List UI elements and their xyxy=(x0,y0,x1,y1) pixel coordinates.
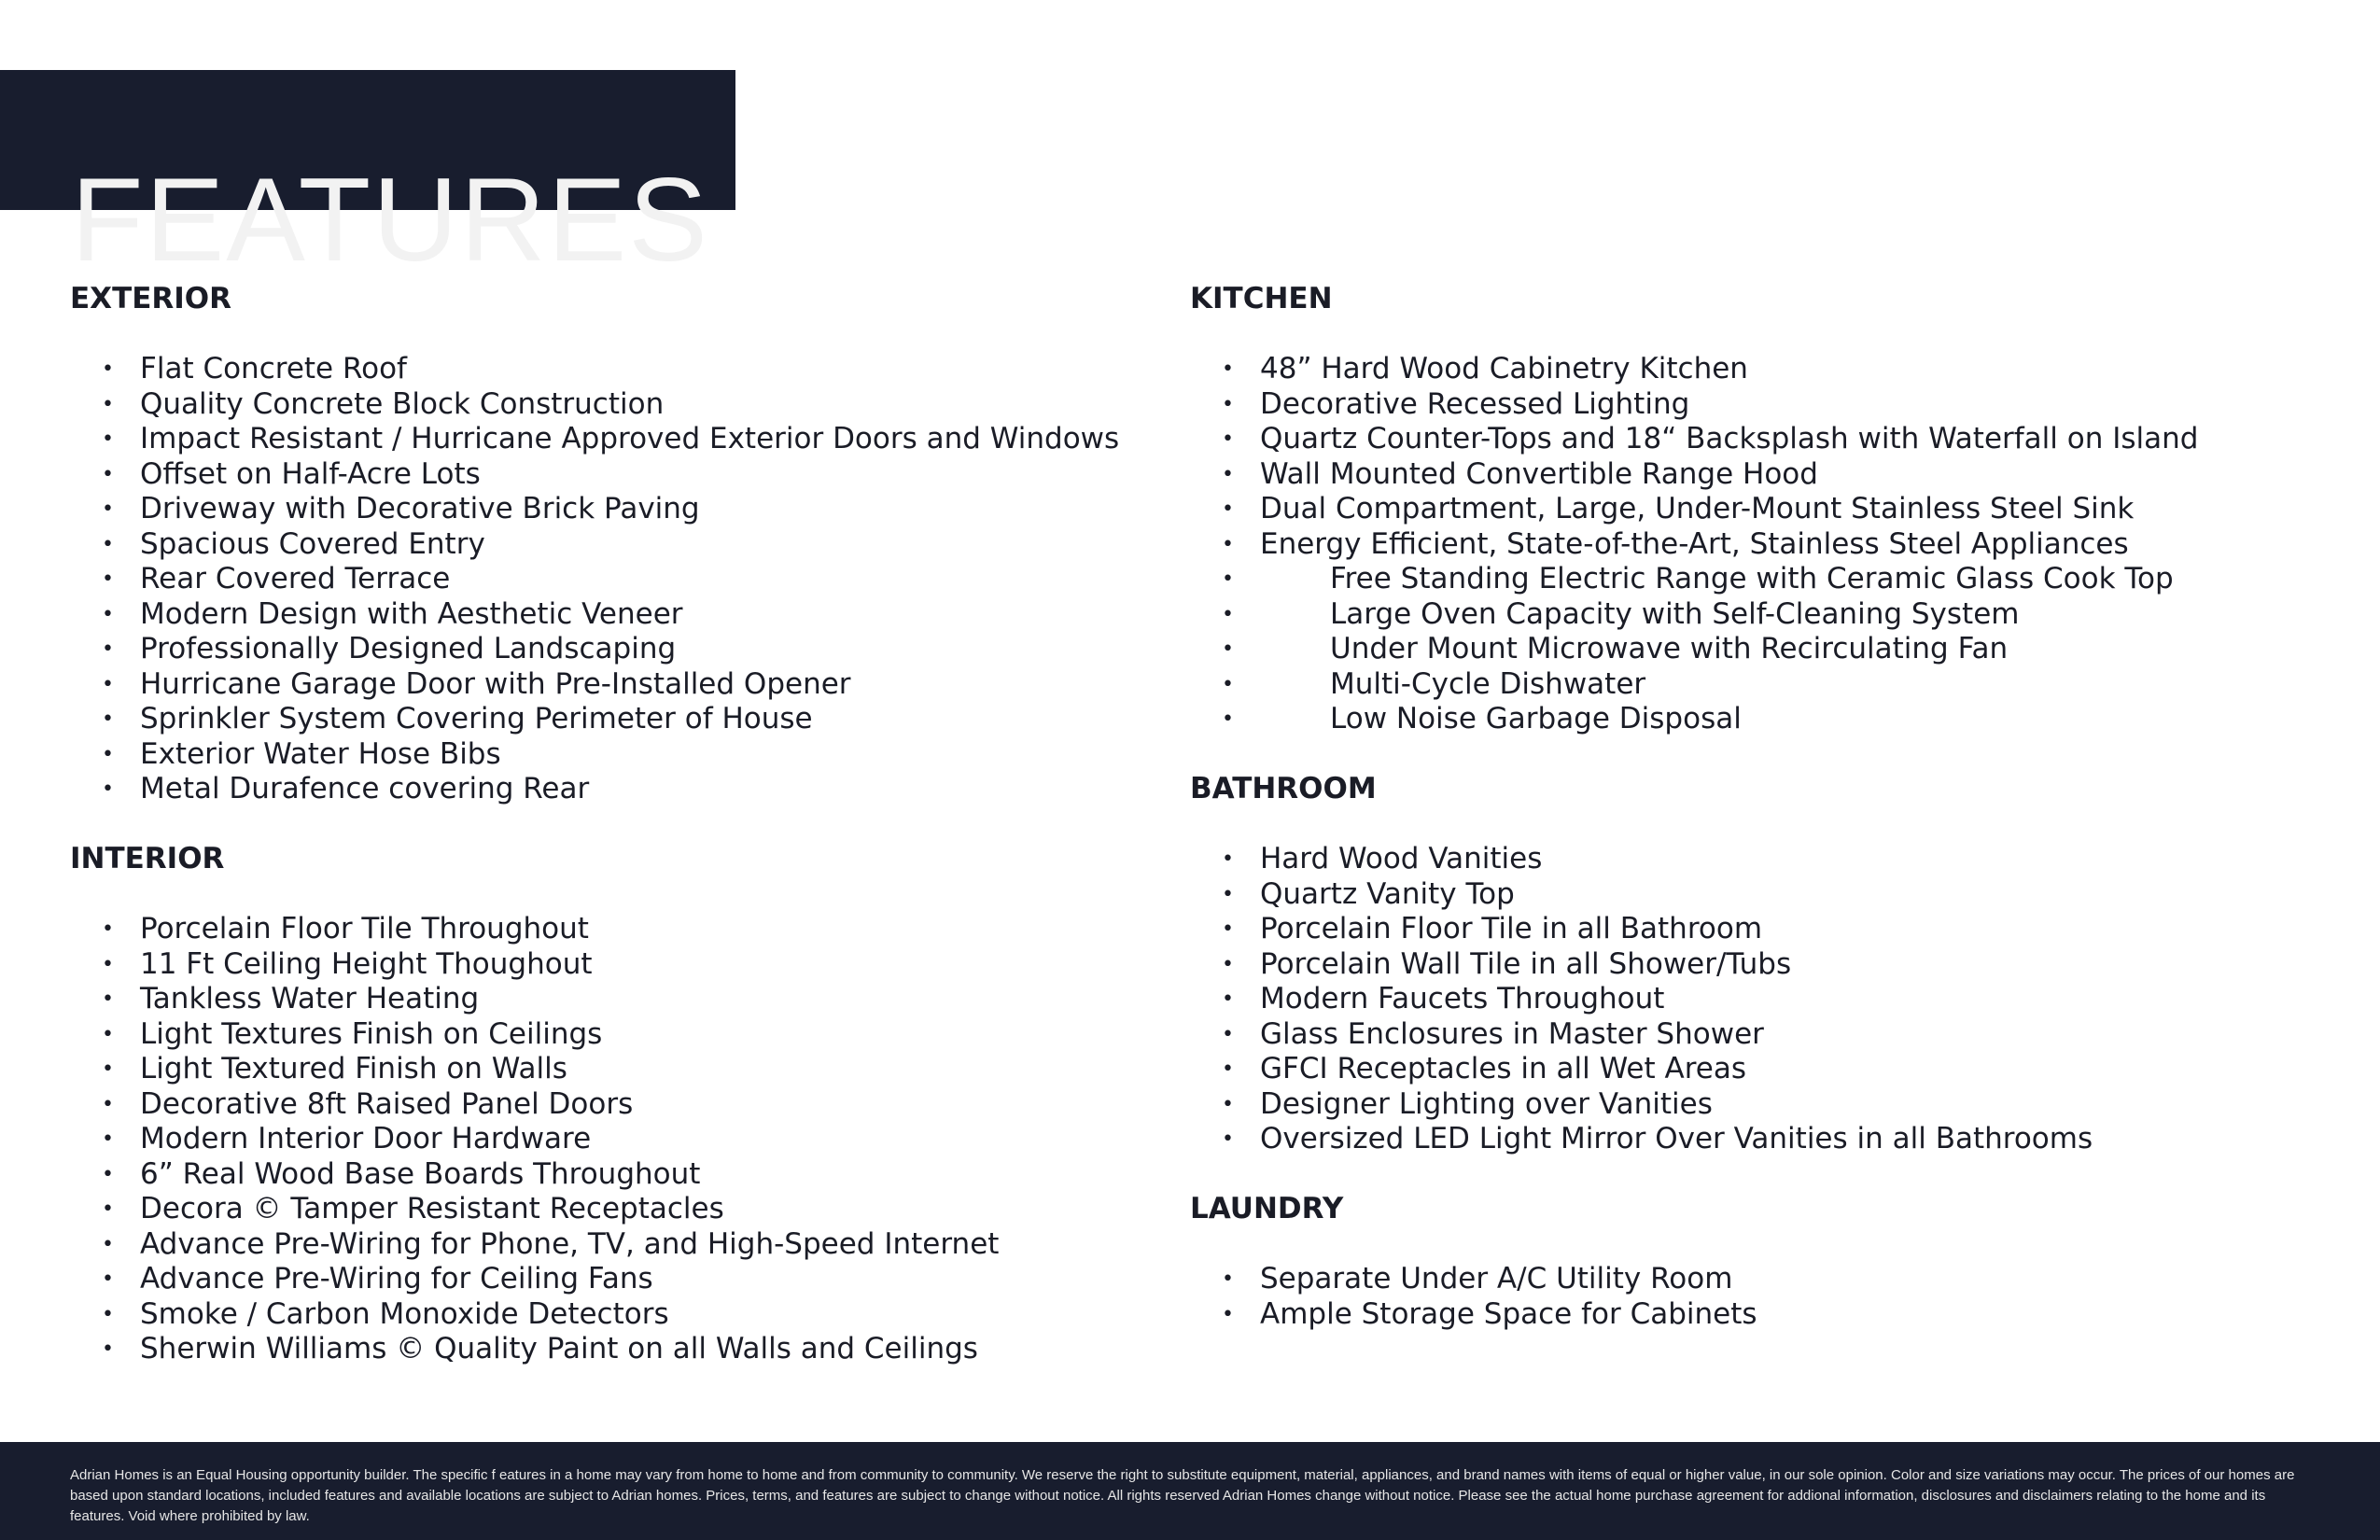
feature-text: Decorative 8ft Raised Panel Doors xyxy=(140,1086,634,1121)
feature-text: Impact Resistant / Hurricane Approved Exterior Doors and Windows xyxy=(140,422,1120,455)
disclaimer-text: Adrian Homes is an Equal Housing opportunity builder. The specific f eatures in a home may vary from home to home and from community to community. We reserve the right to substitute equipment, material, appliances, and brand names with items of equal or higher value, in our sole opinion. Color and size variations may occur. The prices of our homes are based upon standard locations, included features and available locations are subject to Adrian homes. Prices, terms, and features are subject to change without notice. All rights reserved Adrian Homes change without notice. Please see the actual home purchase agreement for addional information, disclosures and disclaimers relating to the home and its features. Void where prohibited by law. xyxy=(70,1467,2295,1524)
feature-text: 11 Ft Ceiling Height Thoughout xyxy=(140,946,593,981)
bullet-icon: • xyxy=(102,427,114,451)
bullet-icon: • xyxy=(1222,1057,1234,1081)
bullet-icon: • xyxy=(1222,567,1234,591)
feature-item xyxy=(70,1087,1143,1123)
feature-sub-item xyxy=(1190,562,2263,597)
feature-text: Porcelain Wall Tile in all Shower/Tubs xyxy=(1260,946,1792,981)
bullet-icon: • xyxy=(102,1127,114,1151)
feature-text: Decora © Tamper Resistant Receptacles xyxy=(140,1192,724,1225)
bullet-icon: • xyxy=(1222,427,1234,451)
feature-sub-item xyxy=(1190,632,2263,667)
feature-item xyxy=(1190,1052,2263,1087)
feature-item xyxy=(70,1017,1143,1053)
feature-text: Quality Concrete Block Construction xyxy=(140,386,665,421)
bullet-icon: • xyxy=(102,1022,114,1046)
bullet-icon: • xyxy=(1222,952,1234,976)
feature-item xyxy=(1190,912,2263,947)
left-column xyxy=(70,282,1143,1367)
bullet-icon: • xyxy=(102,532,114,556)
feature-item xyxy=(1190,1122,2263,1157)
bullet-icon: • xyxy=(102,497,114,521)
feature-item xyxy=(1190,877,2263,913)
bullet-icon: • xyxy=(102,1232,114,1256)
feature-text: Quartz Vanity Top xyxy=(1260,876,1515,911)
feature-sub-item xyxy=(1190,702,2263,737)
feature-item xyxy=(70,352,1143,387)
feature-item xyxy=(70,912,1143,947)
bullet-icon: • xyxy=(102,1197,114,1221)
feature-item xyxy=(70,772,1143,807)
bullet-icon: • xyxy=(1222,462,1234,486)
bullet-icon: • xyxy=(102,637,114,661)
feature-text: Sprinkler System Covering Perimeter of House xyxy=(140,702,813,735)
feature-item xyxy=(70,562,1143,597)
feature-text: Sherwin Williams © Quality Paint on all Walls and Ceilings xyxy=(140,1332,978,1365)
bullet-icon: • xyxy=(102,1057,114,1081)
feature-sub-item xyxy=(1190,597,2263,633)
feature-text: Professionally Designed Landscaping xyxy=(140,632,677,665)
feature-item xyxy=(1190,1087,2263,1123)
feature-item xyxy=(1190,387,2263,423)
feature-text: Smoke / Carbon Monoxide Detectors xyxy=(140,1296,669,1331)
feature-list xyxy=(70,352,1143,807)
feature-text: Ample Storage Space for Cabinets xyxy=(1260,1296,1757,1331)
bullet-icon: • xyxy=(1222,882,1234,906)
feature-text: Energy Efficient, State-of-the-Art, Stainless Steel Appliances xyxy=(1260,526,2129,561)
bullet-icon: • xyxy=(1222,497,1234,521)
feature-item xyxy=(70,737,1143,773)
feature-item xyxy=(1190,492,2263,527)
feature-item xyxy=(1190,1262,2263,1297)
bullet-icon: • xyxy=(1222,602,1234,626)
bullet-icon: • xyxy=(102,602,114,626)
feature-text: Low Noise Garbage Disposal xyxy=(1330,702,1742,735)
section-heading: EXTERIOR xyxy=(70,282,232,315)
title-band xyxy=(0,70,735,287)
feature-text: Flat Concrete Roof xyxy=(140,352,407,385)
bullet-icon: • xyxy=(1222,1302,1234,1326)
bullet-icon: • xyxy=(1222,637,1234,661)
bullet-icon: • xyxy=(102,567,114,591)
feature-text: Decorative Recessed Lighting xyxy=(1260,386,1690,421)
feature-item xyxy=(1190,422,2263,457)
feature-text: Under Mount Microwave with Recirculating Fan xyxy=(1330,632,2009,665)
feature-text: Oversized LED Light Mirror Over Vanities in all Bathrooms xyxy=(1260,1122,2093,1155)
feature-text: 6” Real Wood Base Boards Throughout xyxy=(140,1156,701,1191)
feature-item xyxy=(70,667,1143,703)
feature-text: Free Standing Electric Range with Ceramic Glass Cook Top xyxy=(1330,562,2174,595)
feature-text: Porcelain Floor Tile in all Bathroom xyxy=(1260,912,1763,945)
section-heading: INTERIOR xyxy=(70,842,225,875)
feature-text: Modern Design with Aesthetic Veneer xyxy=(140,596,683,631)
feature-item xyxy=(70,1052,1143,1087)
feature-item xyxy=(1190,457,2263,493)
feature-list xyxy=(1190,352,2263,737)
bullet-icon: • xyxy=(1222,1092,1234,1116)
feature-item xyxy=(70,1297,1143,1333)
bullet-icon: • xyxy=(102,1267,114,1291)
feature-item xyxy=(70,422,1143,457)
feature-text: Multi-Cycle Dishwater xyxy=(1330,666,1646,701)
feature-text: 48” Hard Wood Cabinetry Kitchen xyxy=(1260,352,1748,385)
feature-item xyxy=(70,947,1143,983)
feature-item xyxy=(1190,982,2263,1017)
feature-item xyxy=(70,527,1143,563)
feature-text: Tankless Water Heating xyxy=(140,982,480,1015)
feature-item xyxy=(1190,527,2263,563)
feature-text: Hard Wood Vanities xyxy=(1260,842,1543,875)
footer-band xyxy=(0,1442,2380,1540)
feature-item xyxy=(70,1227,1143,1263)
feature-item xyxy=(1190,842,2263,877)
feature-item xyxy=(70,1192,1143,1227)
feature-item xyxy=(70,702,1143,737)
feature-text: Modern Interior Door Hardware xyxy=(140,1122,592,1155)
bullet-icon: • xyxy=(1222,1022,1234,1046)
bullet-icon: • xyxy=(1222,357,1234,381)
feature-sub-item xyxy=(1190,667,2263,703)
feature-text: Large Oven Capacity with Self-Cleaning System xyxy=(1330,596,2020,631)
feature-item xyxy=(70,632,1143,667)
feature-text: Metal Durafence covering Rear xyxy=(140,772,590,805)
feature-text: Hurricane Garage Door with Pre-Installed Opener xyxy=(140,666,851,701)
bullet-icon: • xyxy=(1222,1127,1234,1151)
feature-item xyxy=(70,597,1143,633)
bullet-icon: • xyxy=(102,357,114,381)
bullet-icon: • xyxy=(102,672,114,696)
feature-item xyxy=(1190,947,2263,983)
feature-text: Advance Pre-Wiring for Ceiling Fans xyxy=(140,1262,653,1295)
feature-text: Exterior Water Hose Bibs xyxy=(140,736,501,771)
feature-list xyxy=(1190,1262,2263,1332)
feature-item xyxy=(70,1157,1143,1193)
feature-item xyxy=(70,457,1143,493)
feature-item xyxy=(1190,1017,2263,1053)
feature-text: Modern Faucets Throughout xyxy=(1260,982,1665,1015)
bullet-icon: • xyxy=(102,462,114,486)
bullet-icon: • xyxy=(102,742,114,766)
bullet-icon: • xyxy=(1222,1267,1234,1291)
bullet-icon: • xyxy=(1222,532,1234,556)
bullet-icon: • xyxy=(102,1337,114,1361)
bullet-icon: • xyxy=(102,1092,114,1116)
feature-list xyxy=(1190,842,2263,1157)
bullet-icon: • xyxy=(1222,707,1234,731)
section-heading: KITCHEN xyxy=(1190,282,1333,315)
feature-item xyxy=(1190,1297,2263,1333)
bullet-icon: • xyxy=(1222,392,1234,416)
bullet-icon: • xyxy=(1222,917,1234,941)
bullet-icon: • xyxy=(102,952,114,976)
feature-text: Rear Covered Terrace xyxy=(140,562,451,595)
section-interior xyxy=(70,842,1143,1367)
section-kitchen xyxy=(1190,282,2263,737)
right-column xyxy=(1190,282,2263,1332)
bullet-icon: • xyxy=(102,1162,114,1186)
section-exterior xyxy=(70,282,1143,807)
section-laundry xyxy=(1190,1192,2263,1332)
bullet-icon: • xyxy=(102,1302,114,1326)
feature-text: Advance Pre-Wiring for Phone, TV, and High-Speed Internet xyxy=(140,1226,1000,1261)
bullet-icon: • xyxy=(102,707,114,731)
feature-list xyxy=(70,912,1143,1367)
page-title: FEATURES xyxy=(71,153,709,287)
bullet-icon: • xyxy=(1222,987,1234,1011)
feature-text: Designer Lighting over Vanities xyxy=(1260,1086,1713,1121)
feature-item xyxy=(1190,352,2263,387)
feature-text: Wall Mounted Convertible Range Hood xyxy=(1260,456,1818,491)
feature-text: Dual Compartment, Large, Under-Mount Stainless Steel Sink xyxy=(1260,492,2135,525)
bullet-icon: • xyxy=(1222,672,1234,696)
feature-item xyxy=(70,1262,1143,1297)
bullet-icon: • xyxy=(102,917,114,941)
bullet-icon: • xyxy=(102,777,114,801)
section-heading: LAUNDRY xyxy=(1190,1192,1344,1225)
section-bathroom xyxy=(1190,772,2263,1157)
feature-text: Offset on Half-Acre Lots xyxy=(140,456,481,491)
feature-item xyxy=(70,1122,1143,1157)
feature-text: Driveway with Decorative Brick Paving xyxy=(140,492,700,525)
bullet-icon: • xyxy=(102,392,114,416)
section-heading: BATHROOM xyxy=(1190,772,1377,805)
feature-text: Spacious Covered Entry xyxy=(140,526,485,561)
feature-text: Separate Under A/C Utility Room xyxy=(1260,1262,1733,1295)
bullet-icon: • xyxy=(102,987,114,1011)
feature-item xyxy=(70,1332,1143,1367)
feature-item xyxy=(70,387,1143,423)
feature-item xyxy=(70,492,1143,527)
feature-text: Glass Enclosures in Master Shower xyxy=(1260,1016,1764,1051)
feature-text: Quartz Counter-Tops and 18“ Backsplash with Waterfall on Island xyxy=(1260,422,2199,455)
feature-text: Light Textures Finish on Ceilings xyxy=(140,1016,603,1051)
bullet-icon: • xyxy=(1222,847,1234,871)
feature-text: GFCI Receptacles in all Wet Areas xyxy=(1260,1052,1746,1085)
feature-item xyxy=(70,982,1143,1017)
feature-text: Light Textured Finish on Walls xyxy=(140,1052,567,1085)
feature-text: Porcelain Floor Tile Throughout xyxy=(140,912,589,945)
